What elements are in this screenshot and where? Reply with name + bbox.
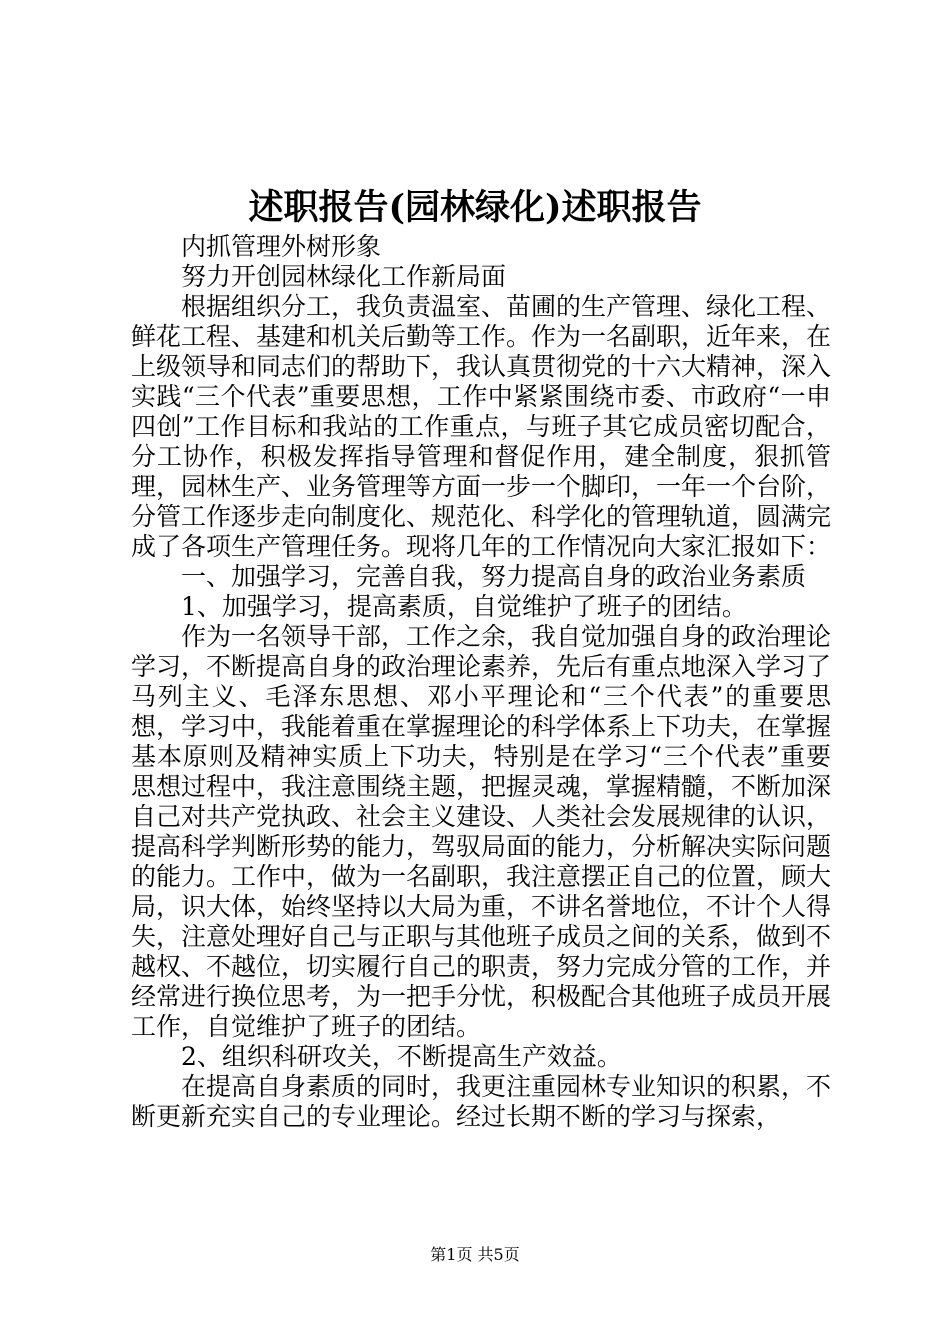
body-paragraph: 努力开创园林绿化工作新局面	[181, 262, 507, 291]
document-body	[131, 232, 831, 1132]
page-footer: 第1页 共5页	[430, 1245, 520, 1264]
subsection-heading: 1、加强学习，提高素质，自觉维护了班子的团结。	[181, 592, 747, 621]
body-paragraph: 作为一名领导干部，工作之余，我自觉加强自身的政治理论学习，不断提高自身的政治理论素养，先后有重点地深入学习了马列主义、毛泽东思想、邓小平理论和“三个代表”的重要思想，学习中，我能着重在掌握理论的科学体系上下功夫，在掌握基本原则及精神实质上下功夫，特别是在学习“三个代表”重要思想过程中，我注意围绕主题，把握灵魂，掌握精髓，不断加深自己对共产党执政、社会主义建设、人类社会发展规律的认识，提高科学判断形势的能力，驾驭局面的能力，分析解决实际问题的能力。工作中，做为一名副职，我注意摆正自己的位置，顾大局，识大体，始终坚持以大局为重，不讲名誉地位，不计个人得失，注意处理好自己与正职与其他班子成员之间的关系，做到不越权、不越位，切实履行自己的职责，努力完成分管的工作，并经常进行换位思考，为一把手分忧，积极配合其他班子成员开展工作，自觉维护了班子的团结。	[131, 622, 832, 1041]
document-title: 述职报告(园林绿化)述职报告	[248, 187, 702, 228]
body-paragraph: 内抓管理外树形象	[181, 232, 382, 261]
body-paragraph: 在提高自身素质的同时，我更注重园林专业知识的积累，不断更新充实自己的专业理论。经过长期不断的学习与探索，	[131, 1072, 832, 1131]
body-paragraph: 根据组织分工，我负责温室、苗圃的生产管理、绿化工程、鲜花工程、基建和机关后勤等工作。作为一名副职，近年来，在上级领导和同志们的帮助下，我认真贯彻党的十六大精神，深入实践“三个代表”重要思想，工作中紧紧围绕市委、市政府“一申四创”工作目标和我站的工作重点，与班子其它成员密切配合，分工协作，积极发挥指导管理和督促作用，建全制度，狠抓管理，园林生产、业务管理等方面一步一个脚印，一年一个台阶，分管工作逐步走向制度化、规范化、科学化的管理轨道，圆满完成了各项生产管理任务。现将几年的工作情况向大家汇报如下：	[131, 292, 832, 561]
subsection-heading: 2、组织科研攻关，不断提高生产效益。	[181, 1042, 622, 1071]
section-heading: 一、加强学习，完善自我，努力提高自身的政治业务素质	[181, 562, 807, 591]
